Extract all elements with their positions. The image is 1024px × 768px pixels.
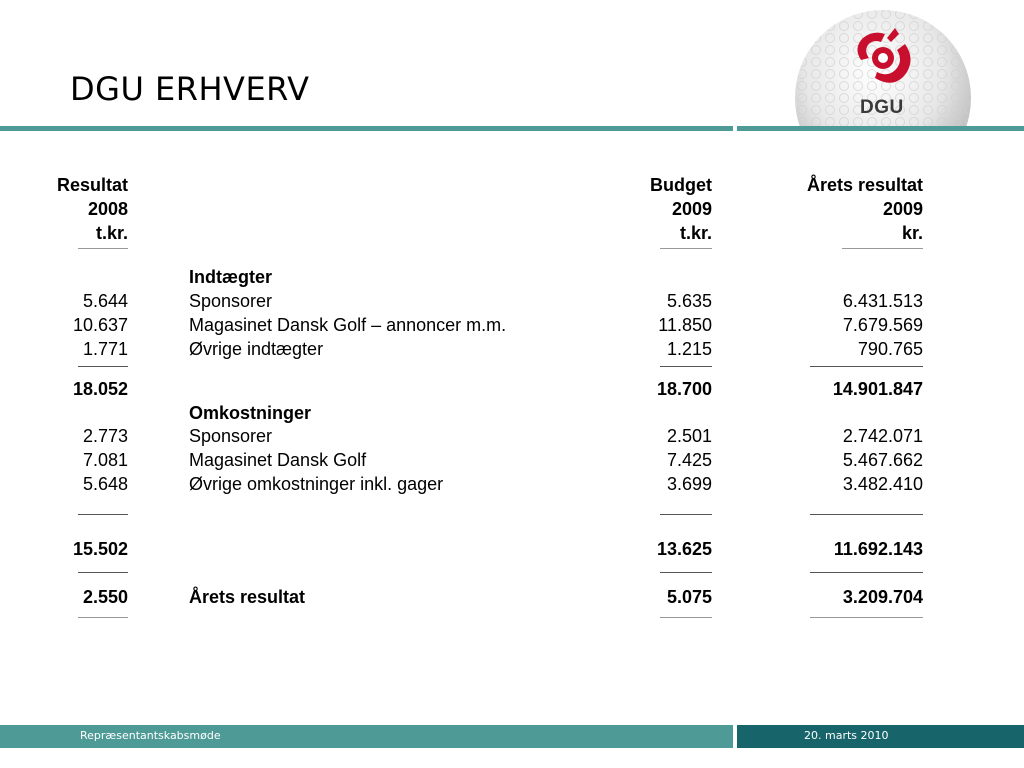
- section-heading-row: [0, 401, 1024, 425]
- value-result-2009: 5.467.662: [842, 450, 923, 470]
- col-header-arets-resultat: Årets resultat: [806, 175, 923, 195]
- income-total-row: [0, 377, 1024, 401]
- value-2008: 5.648: [82, 474, 128, 494]
- table-row: [0, 337, 1024, 361]
- total-2008: 18.052: [72, 379, 128, 399]
- header-divider-right: [737, 126, 1024, 131]
- rule: [660, 617, 712, 618]
- result-2008: 2.550: [82, 587, 128, 607]
- total-budget-2009: 18.700: [656, 379, 712, 399]
- value-budget-2009: 1.215: [666, 339, 712, 359]
- header-divider-left: [0, 126, 733, 131]
- total-result-2009: 14.901.847: [832, 379, 923, 399]
- value-budget-2009: 11.850: [658, 315, 712, 335]
- column-header-row-1: [0, 173, 1024, 197]
- value-result-2009: 6.431.513: [842, 291, 923, 311]
- rule: [842, 248, 923, 249]
- cost-total-row: [0, 537, 1024, 561]
- rule: [810, 514, 923, 515]
- total-result-2009: 11.692.143: [833, 539, 923, 559]
- rule: [810, 617, 923, 618]
- col-header-year: 2008: [87, 199, 128, 219]
- col-header-year: 2009: [671, 199, 712, 219]
- value-2008: 2.773: [82, 426, 128, 446]
- income-heading: Indtægter: [189, 267, 272, 287]
- value-budget-2009: 5.635: [666, 291, 712, 311]
- result-budget-2009: 5.075: [666, 587, 712, 607]
- rule: [78, 514, 128, 515]
- value-2008: 5.644: [82, 291, 128, 311]
- cost-heading: Omkostninger: [189, 403, 312, 423]
- section-heading-row: [0, 265, 1024, 289]
- row-label: Sponsorer: [189, 426, 273, 446]
- value-budget-2009: 7.425: [666, 450, 712, 470]
- value-budget-2009: 2.501: [666, 426, 712, 446]
- rule: [78, 572, 128, 573]
- total-budget-2009: 13.625: [656, 539, 712, 559]
- rule: [660, 572, 712, 573]
- col-header-resultat: Resultat: [56, 175, 128, 195]
- value-result-2009: 7.679.569: [842, 315, 923, 335]
- footer-date-text: 20. marts 2010: [804, 729, 889, 742]
- row-label: Øvrige indtægter: [189, 339, 324, 359]
- rule: [810, 366, 923, 367]
- column-header-row-2: [0, 197, 1024, 221]
- row-label: Sponsorer: [189, 291, 273, 311]
- row-label: Magasinet Dansk Golf: [189, 450, 367, 470]
- table-row: [0, 424, 1024, 448]
- rule: [660, 366, 712, 367]
- rule: [660, 248, 712, 249]
- row-label: Magasinet Dansk Golf – annoncer m.m.: [189, 315, 507, 335]
- col-header-budget: Budget: [650, 175, 712, 195]
- table-row: [0, 289, 1024, 313]
- rule: [78, 248, 128, 249]
- value-result-2009: 3.482.410: [842, 474, 923, 494]
- value-result-2009: 790.765: [857, 339, 923, 359]
- result-row: [0, 585, 1024, 609]
- value-2008: 1.771: [82, 339, 128, 359]
- value-budget-2009: 3.699: [666, 474, 712, 494]
- page-title: DGU ERHVERV: [70, 70, 310, 108]
- total-2008: 15.502: [72, 539, 128, 559]
- logo-text: DGU: [860, 97, 904, 118]
- value-result-2009: 2.742.071: [842, 426, 923, 446]
- rule: [78, 617, 128, 618]
- col-header-year: 2009: [882, 199, 923, 219]
- row-label: Øvrige omkostninger inkl. gager: [189, 474, 444, 494]
- table-row: [0, 313, 1024, 337]
- column-header-row-3: [0, 221, 1024, 245]
- table-row: [0, 472, 1024, 496]
- result-label: Årets resultat: [189, 587, 306, 607]
- rule: [660, 514, 712, 515]
- result-result-2009: 3.209.704: [842, 587, 923, 607]
- rule: [78, 366, 128, 367]
- rule: [810, 572, 923, 573]
- table-row: [0, 448, 1024, 472]
- value-2008: 7.081: [82, 450, 128, 470]
- dgu-logo: [795, 8, 975, 130]
- footer-event-text: Repræsentantskabsmøde: [80, 729, 221, 742]
- col-header-unit: t.kr.: [95, 223, 128, 243]
- col-header-unit: kr.: [901, 223, 923, 243]
- col-header-unit: t.kr.: [679, 223, 712, 243]
- value-2008: 10.637: [72, 315, 128, 335]
